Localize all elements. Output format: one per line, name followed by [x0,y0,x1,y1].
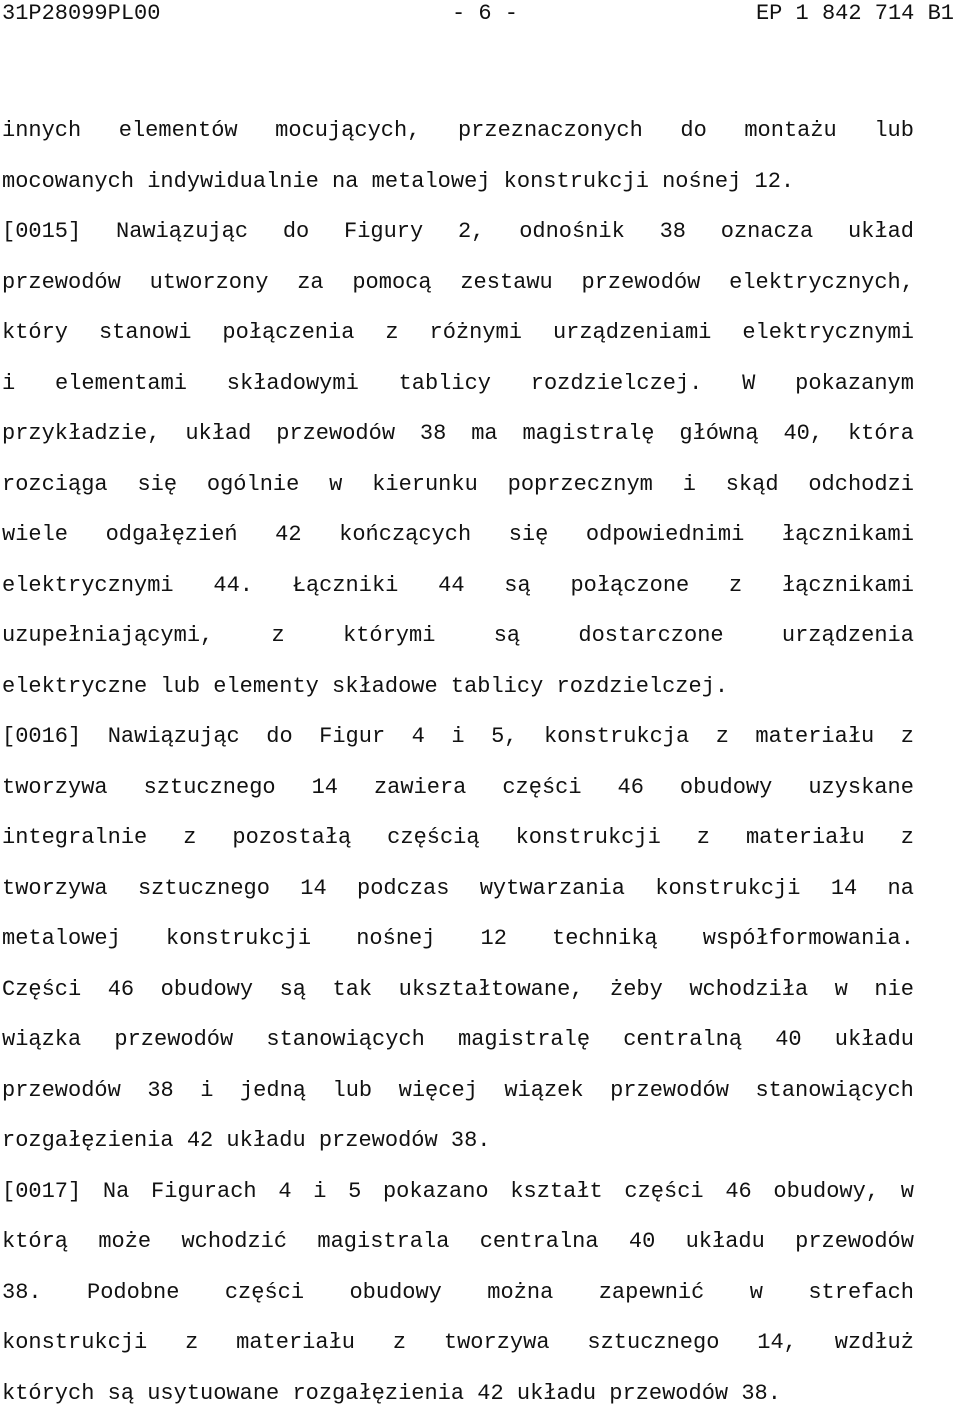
word: w [329,472,343,497]
word: pokazano [382,1179,489,1204]
word: podczas [357,876,450,901]
word: obudowy [160,977,254,1002]
text-line [2,1076,914,1106]
word: 5 [348,1179,362,1204]
word: [0016] [2,724,82,749]
word: układu [834,1027,914,1052]
word: kształt [510,1179,603,1204]
word: pokazanym [795,371,914,396]
word: przewodów [581,270,701,295]
text-line [2,167,914,197]
word: dostarczone [578,623,724,648]
word: 46 [107,977,135,1002]
word: 40 [628,1229,656,1254]
word: który [2,320,69,345]
word: może [98,1229,152,1254]
word: Części [2,977,82,1002]
word: Figurach [151,1179,257,1204]
word: z [715,724,729,749]
word: [0015] [2,219,82,244]
word: odgałęzień [105,522,238,547]
word: mocujących, [275,118,421,143]
publication-number: EP 1 842 714 B1 [755,1,954,26]
word: Podobne [87,1280,180,1305]
text-line [2,1227,914,1257]
word: i [313,1179,327,1204]
word: przewodów [2,270,121,295]
text-line [2,1328,914,1358]
word: oznacza [720,219,814,244]
word: części [502,775,582,800]
word: 5, [491,724,518,749]
word: 14 [311,775,338,800]
text-line [2,621,914,651]
word: odchodzi [808,472,914,497]
word: do [680,118,707,143]
word: urządzenia [781,623,914,648]
word: są [279,977,306,1002]
text-line [2,773,914,803]
word: tak [332,977,373,1002]
word: magistralę [458,1027,591,1052]
word: magistralę [522,421,655,446]
word: rozciąga [2,472,108,497]
word: ma [471,421,498,446]
word: przewodów [610,1078,729,1103]
word: 38 [659,219,686,244]
word: 4 [278,1179,292,1204]
word: stanowi [98,320,192,345]
word: 42 [275,522,302,547]
word: połączone [570,573,690,598]
word: żeby [610,977,663,1002]
word: składowymi [226,371,359,396]
text-line [2,116,914,146]
word: pomocą [352,270,432,295]
word: konstrukcji [515,825,661,850]
word: układ [847,219,914,244]
word: innych [2,118,82,143]
word: wchodzić [181,1229,288,1254]
word: elementami [54,371,187,396]
text-line [2,874,914,904]
word: elektrycznymi [742,320,914,345]
word: sztucznego [137,876,270,901]
word: w [900,1179,914,1204]
word: ogólnie [206,472,300,497]
word: i [200,1078,214,1103]
word: w [834,977,848,1002]
word: do [266,724,293,749]
word: połączenia [222,320,355,345]
word: są [493,623,521,648]
text-line [2,722,914,752]
word: za [297,270,324,295]
word: 14 [830,876,858,901]
word: przewodów [2,1078,121,1103]
word: odnośnik [519,219,625,244]
text-line [2,1278,914,1308]
word: utworzony [149,270,269,295]
text-line [2,369,914,399]
word: pozostałą [232,825,352,850]
word: urządzeniami [552,320,712,345]
line-text: elektryczne lub elementy składowe tablicy rozdzielczej. [2,674,729,699]
document-id: 31P28099PL00 [2,1,161,26]
word: wiązka [2,1027,82,1052]
word: obudowy [679,775,773,800]
word: i [451,724,465,749]
word: którymi [343,623,436,648]
word: integralnie [2,825,148,850]
word: która [847,421,914,446]
word: wytwarzania [479,876,625,901]
word: z [183,825,197,850]
text-line [2,470,914,500]
word: konstrukcja [543,724,690,749]
word: Nawiązując [107,724,240,749]
word: kierunku [372,472,478,497]
word: [0017] [2,1179,82,1204]
word: centralną [623,1027,743,1052]
text-line [2,975,914,1005]
word: w [749,1280,763,1305]
word: Na [102,1179,130,1204]
text-line [2,268,914,298]
word: sztucznego [143,775,276,800]
text-line [2,520,914,550]
word: poprzecznym [507,472,653,497]
word: strefach [808,1280,914,1305]
word: elektrycznych, [729,270,914,295]
word: tworzywa [2,876,108,901]
word: metalowej [2,926,121,951]
word: wchodziła [689,977,809,1002]
word: zapewnić [598,1280,705,1305]
word: 38 [419,421,447,446]
page-number: - 6 - [452,1,519,26]
word: nośnej [356,926,436,951]
word: konstrukcji [655,876,801,901]
page-header [0,0,960,30]
word: jedną [239,1078,306,1103]
word: 38 [147,1078,174,1103]
word: przykładzie, [2,421,161,446]
word: i [2,371,16,396]
word: z [185,1330,199,1355]
word: rozdzielczej. [530,371,703,396]
text-line [2,672,914,702]
text-line [2,571,914,601]
word: do [282,219,310,244]
word: układu [685,1229,765,1254]
text-line [2,823,914,853]
word: zestawu [460,270,553,295]
word: Nawiązując [116,219,249,244]
word: elementów [118,118,238,143]
word: materiału [236,1330,355,1355]
word: uzupełniającymi, [2,623,214,648]
word: Łączniki [292,573,399,598]
word: sztucznego [587,1330,720,1355]
word: odpowiednimi [585,522,745,547]
word: którą [2,1229,69,1254]
word: 4 [411,724,425,749]
word: się [508,522,549,547]
word: i [682,472,696,497]
word: przewodów [114,1027,234,1052]
word: obudowy [349,1280,442,1305]
word: różnymi [429,320,522,345]
text-line [2,924,914,954]
word: lub [874,118,914,143]
word: Figury [344,219,424,244]
text-line [2,217,914,247]
word: uzyskane [808,775,914,800]
word: tworzywa [443,1330,550,1355]
text-line [2,318,914,348]
word: materiału [745,825,865,850]
word: stanowiących [755,1078,914,1103]
word: są [504,573,531,598]
word: centralna [479,1229,599,1254]
word: 40 [775,1027,802,1052]
word: wiele [2,522,69,547]
word: wzdłuż [834,1330,914,1355]
word: przeznaczonych [457,118,643,143]
line-text: mocowanych indywidualnie na metalowej konstrukcji nośnej 12. [2,169,795,194]
word: ukształtowane, [398,977,584,1002]
word: 12 [480,926,507,951]
word: układ [185,421,252,446]
word: współformowania. [702,926,914,951]
word: stanowiących [266,1027,425,1052]
word: na [887,876,914,901]
word: 14 [300,876,327,901]
word: 14, [757,1330,797,1355]
word: magistrala [317,1229,450,1254]
line-text: rozgałęzienia 42 układu przewodów 38. [2,1128,491,1153]
word: skąd [725,472,779,497]
word: części [624,1179,704,1204]
word: tablicy [398,371,491,396]
word: łącznikami [781,573,914,598]
word: materiału [755,724,875,749]
word: nie [874,977,914,1002]
word: przewodów [795,1229,914,1254]
word: z [385,320,399,345]
word: 44 [438,573,465,598]
line-text: których są usytuowane rozgałęzienia 42 układu przewodów 38. [2,1381,781,1406]
word: z [271,623,285,648]
word: z [729,573,743,598]
word: Figur [319,724,386,749]
text-line [2,419,914,449]
word: częścią [387,825,480,850]
word: elektrycznymi [2,573,174,598]
word: montażu [744,118,837,143]
word: wiązek [504,1078,584,1103]
word: z [900,724,914,749]
word: można [487,1280,554,1305]
word: tworzywa [2,775,108,800]
word: techniką [552,926,658,951]
word: 38. [2,1280,42,1305]
word: 46 [725,1179,752,1204]
word: łącznikami [781,522,914,547]
word: konstrukcji [165,926,312,951]
word: główną [679,421,759,446]
word: lub [332,1078,373,1103]
text-line [2,1025,914,1055]
word: z [900,825,914,850]
word: 40, [783,421,824,446]
word: kończących [339,522,472,547]
word: więcej [398,1078,478,1103]
word: 46 [617,775,644,800]
word: 2, [458,219,485,244]
word: W [742,371,756,396]
word: się [137,472,178,497]
word: 44. [213,573,253,598]
word: części [224,1280,305,1305]
text-line [2,1177,914,1207]
text-line [2,1126,914,1156]
word: z [392,1330,407,1355]
word: konstrukcji [2,1330,148,1355]
word: przewodów [276,421,396,446]
word: zawiera [373,775,467,800]
word: z [696,825,710,850]
word: obudowy, [773,1179,880,1204]
